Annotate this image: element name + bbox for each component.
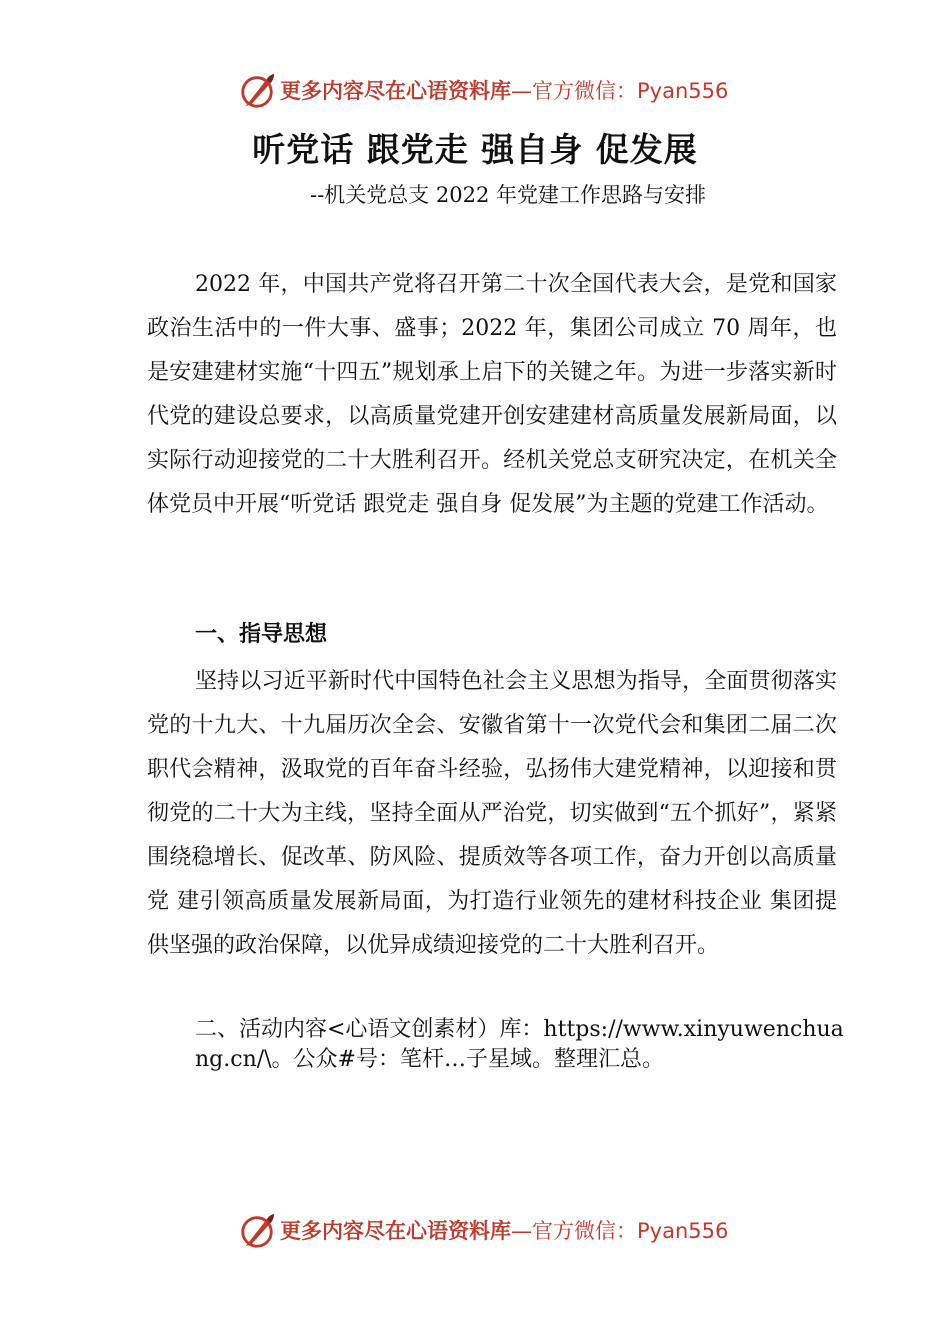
brand-text: 更多内容尽在心语资料库: [280, 79, 511, 103]
wechat-id: Pyan556: [637, 79, 729, 103]
intro-paragraph: 2022 年，中国共产党将召开第二十次全国代表大会，是党和国家政治生活中的一件大事、盛事；2022 年，集团公司成立 70 周年，也是安建建材实施“十四五”规划承上启下的关键之年。为进一步落实新时代党的建设总要求，以高质量党建开创安建建材高质量发展新局面，以实际行动迎接党的二十大胜利召开。经机关党总支研究决定，在机关全体党员中开展“听党话 跟党走 强自身 促发展”为主题的党建工作活动。: [147, 272, 837, 517]
quill-logo-icon: [238, 72, 276, 110]
quill-logo-icon: [238, 1212, 276, 1250]
document-title: 听党话 跟党走 强自身 促发展: [252, 130, 698, 169]
footer-watermark-text: [280, 1216, 728, 1246]
header-watermark-text: [280, 76, 728, 106]
wechat-id: Pyan556: [637, 1219, 729, 1243]
guiding-ideology-paragraph: 坚持以习近平新时代中国特色社会主义思想为指导，全面贯彻落实党的十九大、十九届历次全会、安徽省第十一次党代会和集团二届二次职代会精神，汲取党的百年奋斗经验，弘扬伟大建党精神，以迎接和贯彻党的二十大为主线，坚持全面从严治党，切实做到“五个抓好”，紧紧围绕稳增长、促改革、防风险、提质效等各项工作，奋力开创以高质量党 建引领高质量发展新局面，为打造行业领先的建材科技企业 集团提供坚强的政治保障，以优异成绩迎接党的二十大胜利召开。: [147, 669, 837, 958]
section-heading-guiding-ideology: 一、指导思想: [195, 622, 328, 647]
brand-text: 更多内容尽在心语资料库: [280, 1219, 511, 1243]
dash: —: [511, 1219, 532, 1243]
wechat-label: 官方微信：: [532, 1219, 637, 1243]
dash: —: [511, 79, 532, 103]
wechat-label: 官方微信：: [532, 79, 637, 103]
header-watermark: [0, 70, 950, 114]
document-subtitle: --机关党总支 2022 年党建工作思路与安排: [310, 183, 706, 207]
section-activity-content: 二、活动内容<心语文创素材）库：https://www.xinyuwenchuang.cn/\。公众#号：笔杆…子星域。整理汇总。: [195, 1017, 844, 1072]
footer-watermark: [0, 1210, 950, 1254]
